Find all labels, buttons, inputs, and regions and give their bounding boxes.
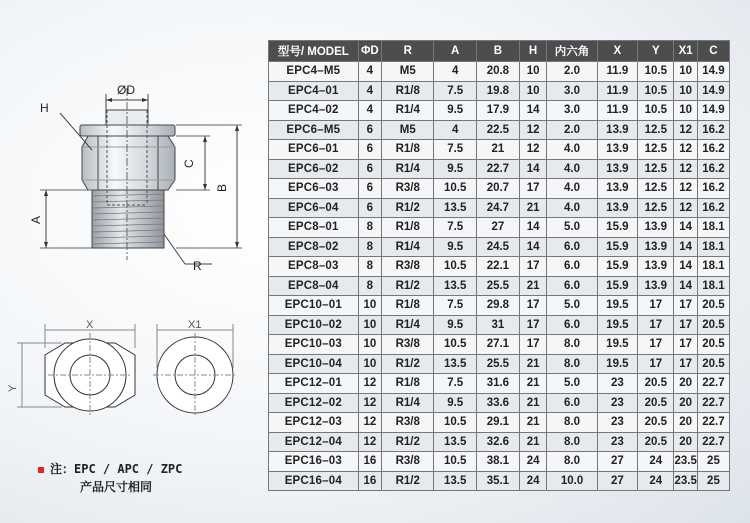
- cell-hex-socket: 8.0: [547, 413, 597, 433]
- cell-model: EPC6–04: [269, 198, 359, 218]
- cell-h: 17: [519, 335, 547, 355]
- cell-a: 10.5: [434, 179, 477, 199]
- cell-r: R1/4: [382, 237, 434, 257]
- cell-r: R1/2: [382, 354, 434, 374]
- cell-model: EPC10–03: [269, 335, 359, 355]
- cell-y: 20.5: [638, 374, 674, 394]
- cell-od: 12: [358, 413, 381, 433]
- cell-c: 16.2: [697, 159, 729, 179]
- cell-y: 17: [638, 354, 674, 374]
- cell-x: 15.9: [597, 276, 638, 296]
- h-label: H: [40, 101, 49, 115]
- cell-x: 15.9: [597, 257, 638, 277]
- cell-b: 24.7: [477, 198, 520, 218]
- cell-x1: 17: [674, 335, 697, 355]
- cell-b: 27.1: [477, 335, 520, 355]
- cell-h: 21: [519, 354, 547, 374]
- cell-model: EPC4–M5: [269, 62, 359, 82]
- cell-model: EPC10–04: [269, 354, 359, 374]
- cell-c: 16.2: [697, 140, 729, 160]
- cell-x: 11.9: [597, 81, 638, 101]
- table-header-row: [269, 41, 730, 62]
- cell-h: 17: [519, 315, 547, 335]
- cell-r: R3/8: [382, 452, 434, 472]
- cell-model: EPC8–03: [269, 257, 359, 277]
- table-row: [269, 62, 730, 82]
- header-a: A: [434, 41, 477, 62]
- cell-y: 10.5: [638, 62, 674, 82]
- cell-a: 7.5: [434, 140, 477, 160]
- cell-c: 20.5: [697, 335, 729, 355]
- header-r: R: [382, 41, 434, 62]
- cell-c: 18.1: [697, 237, 729, 257]
- cell-c: 16.2: [697, 179, 729, 199]
- cell-hex-socket: 4.0: [547, 179, 597, 199]
- cell-b: 20.8: [477, 62, 520, 82]
- cell-x: 23: [597, 432, 638, 452]
- cell-y: 17: [638, 296, 674, 316]
- cell-a: 13.5: [434, 276, 477, 296]
- cell-x1: 20: [674, 432, 697, 452]
- cell-r: R1/8: [382, 218, 434, 238]
- cell-od: 6: [358, 159, 381, 179]
- cell-hex-socket: 3.0: [547, 81, 597, 101]
- cell-r: R1/4: [382, 393, 434, 413]
- cell-r: R3/8: [382, 335, 434, 355]
- cell-model: EPC6–M5: [269, 120, 359, 140]
- cell-hex-socket: 10.0: [547, 471, 597, 491]
- cell-od: 8: [358, 218, 381, 238]
- header-h: H: [519, 41, 547, 62]
- table-row: [269, 432, 730, 452]
- cell-r: R1/2: [382, 471, 434, 491]
- cell-y: 13.9: [638, 276, 674, 296]
- cell-c: 14.9: [697, 62, 729, 82]
- cell-h: 21: [519, 432, 547, 452]
- cell-y: 13.9: [638, 218, 674, 238]
- cell-model: EPC4–01: [269, 81, 359, 101]
- cell-od: 6: [358, 179, 381, 199]
- cell-model: EPC12–01: [269, 374, 359, 394]
- cell-a: 4: [434, 120, 477, 140]
- cell-c: 20.5: [697, 296, 729, 316]
- table-row: [269, 413, 730, 433]
- c-label: C: [182, 159, 196, 168]
- cell-h: 10: [519, 81, 547, 101]
- cell-od: 4: [358, 62, 381, 82]
- cell-r: R3/8: [382, 179, 434, 199]
- cell-b: 24.5: [477, 237, 520, 257]
- cell-od: 16: [358, 471, 381, 491]
- cell-od: 8: [358, 237, 381, 257]
- cell-r: M5: [382, 62, 434, 82]
- cell-hex-socket: 5.0: [547, 218, 597, 238]
- cell-od: 6: [358, 140, 381, 160]
- cell-model: EPC12–04: [269, 432, 359, 452]
- spec-table: [268, 40, 730, 491]
- table-row: [269, 198, 730, 218]
- cell-hex-socket: 8.0: [547, 335, 597, 355]
- cell-r: R1/2: [382, 198, 434, 218]
- cell-b: 33.6: [477, 393, 520, 413]
- cell-c: 22.7: [697, 374, 729, 394]
- cell-h: 10: [519, 62, 547, 82]
- cell-c: 22.7: [697, 432, 729, 452]
- cell-b: 17.9: [477, 101, 520, 121]
- x-label: X: [86, 319, 94, 331]
- cell-x: 19.5: [597, 335, 638, 355]
- cell-h: 17: [519, 179, 547, 199]
- cell-od: 10: [358, 335, 381, 355]
- cell-od: 4: [358, 81, 381, 101]
- cell-x1: 14: [674, 276, 697, 296]
- cell-x: 19.5: [597, 315, 638, 335]
- cell-hex-socket: 8.0: [547, 354, 597, 374]
- cell-od: 16: [358, 452, 381, 472]
- cell-c: 14.9: [697, 101, 729, 121]
- cell-c: 20.5: [697, 354, 729, 374]
- od-label: ØD: [117, 83, 135, 97]
- cell-h: 17: [519, 296, 547, 316]
- fitting-dimension-drawing: [0, 0, 265, 523]
- cell-r: R3/8: [382, 413, 434, 433]
- cell-y: 24: [638, 452, 674, 472]
- cell-h: 24: [519, 452, 547, 472]
- cell-b: 35.1: [477, 471, 520, 491]
- cell-hex-socket: 8.0: [547, 452, 597, 472]
- table-row: [269, 237, 730, 257]
- cell-x: 27: [597, 471, 638, 491]
- table-row: [269, 335, 730, 355]
- cell-b: 31: [477, 315, 520, 335]
- cell-hex-socket: 6.0: [547, 276, 597, 296]
- compatibility-note: [38, 460, 182, 496]
- cell-x: 13.9: [597, 179, 638, 199]
- cell-x1: 14: [674, 257, 697, 277]
- cell-c: 25: [697, 471, 729, 491]
- cell-r: R1/8: [382, 140, 434, 160]
- note-line-1: 注：EPC / APC / ZPC: [50, 462, 183, 476]
- cell-x: 23: [597, 393, 638, 413]
- cell-y: 20.5: [638, 393, 674, 413]
- cell-hex-socket: 6.0: [547, 315, 597, 335]
- cell-a: 9.5: [434, 159, 477, 179]
- cell-b: 29.1: [477, 413, 520, 433]
- cell-model: EPC6–03: [269, 179, 359, 199]
- cell-x: 27: [597, 452, 638, 472]
- cell-h: 14: [519, 159, 547, 179]
- cell-x1: 12: [674, 159, 697, 179]
- cell-y: 10.5: [638, 81, 674, 101]
- header-x1: X1: [674, 41, 697, 62]
- cell-x: 15.9: [597, 218, 638, 238]
- cell-x: 23: [597, 374, 638, 394]
- cell-model: EPC10–02: [269, 315, 359, 335]
- cell-h: 14: [519, 237, 547, 257]
- cell-h: 21: [519, 374, 547, 394]
- cell-r: R1/2: [382, 432, 434, 452]
- cell-x1: 17: [674, 315, 697, 335]
- table-row: [269, 471, 730, 491]
- cell-a: 7.5: [434, 296, 477, 316]
- cell-x1: 12: [674, 198, 697, 218]
- table-row: [269, 374, 730, 394]
- cell-c: 18.1: [697, 276, 729, 296]
- cell-x1: 10: [674, 62, 697, 82]
- cell-model: EPC10–01: [269, 296, 359, 316]
- table-row: [269, 452, 730, 472]
- cell-c: 18.1: [697, 218, 729, 238]
- cell-y: 10.5: [638, 101, 674, 121]
- header-b: B: [477, 41, 520, 62]
- cell-b: 29.8: [477, 296, 520, 316]
- cell-model: EPC8–04: [269, 276, 359, 296]
- cell-x: 13.9: [597, 140, 638, 160]
- cell-x1: 20: [674, 413, 697, 433]
- cell-h: 21: [519, 413, 547, 433]
- cell-a: 7.5: [434, 218, 477, 238]
- cell-x: 13.9: [597, 159, 638, 179]
- red-bullet-icon: [38, 467, 44, 473]
- cell-c: 25: [697, 452, 729, 472]
- cell-b: 32.6: [477, 432, 520, 452]
- hex-top-view: [17, 324, 135, 417]
- cell-b: 31.6: [477, 374, 520, 394]
- table-row: [269, 296, 730, 316]
- cell-od: 8: [358, 276, 381, 296]
- cell-h: 14: [519, 218, 547, 238]
- r-label: R: [193, 259, 202, 273]
- header-hex-socket: 内六角: [547, 41, 597, 62]
- cell-a: 7.5: [434, 374, 477, 394]
- b-label: B: [215, 183, 229, 192]
- cell-r: R1/8: [382, 81, 434, 101]
- cell-h: 17: [519, 257, 547, 277]
- cell-x: 23: [597, 413, 638, 433]
- table-row: [269, 120, 730, 140]
- cell-a: 13.5: [434, 471, 477, 491]
- cell-b: 25.5: [477, 276, 520, 296]
- cell-y: 12.5: [638, 179, 674, 199]
- table-row: [269, 179, 730, 199]
- cell-b: 27: [477, 218, 520, 238]
- cell-h: 24: [519, 471, 547, 491]
- cell-od: 12: [358, 374, 381, 394]
- cell-b: 22.1: [477, 257, 520, 277]
- cell-y: 13.9: [638, 257, 674, 277]
- header-c: C: [697, 41, 729, 62]
- cell-h: 14: [519, 101, 547, 121]
- table-row: [269, 393, 730, 413]
- cell-hex-socket: 8.0: [547, 432, 597, 452]
- cell-hex-socket: 6.0: [547, 393, 597, 413]
- cell-x1: 12: [674, 140, 697, 160]
- cell-x1: 17: [674, 296, 697, 316]
- cell-x1: 10: [674, 81, 697, 101]
- cell-r: R1/8: [382, 296, 434, 316]
- cell-a: 9.5: [434, 393, 477, 413]
- cell-hex-socket: 6.0: [547, 237, 597, 257]
- cell-a: 9.5: [434, 315, 477, 335]
- header-model: 型号/ MODEL: [269, 41, 359, 62]
- cell-h: 21: [519, 276, 547, 296]
- table-row: [269, 101, 730, 121]
- table-row: [269, 257, 730, 277]
- cell-od: 12: [358, 432, 381, 452]
- cell-od: 10: [358, 296, 381, 316]
- cell-b: 20.7: [477, 179, 520, 199]
- cell-h: 12: [519, 140, 547, 160]
- cell-a: 9.5: [434, 237, 477, 257]
- cell-x1: 20: [674, 374, 697, 394]
- cell-hex-socket: 2.0: [547, 62, 597, 82]
- table-row: [269, 140, 730, 160]
- cell-r: R1/4: [382, 315, 434, 335]
- cell-a: 10.5: [434, 452, 477, 472]
- cell-x: 13.9: [597, 120, 638, 140]
- cell-b: 25.5: [477, 354, 520, 374]
- cell-y: 17: [638, 315, 674, 335]
- cell-y: 12.5: [638, 140, 674, 160]
- cell-y: 24: [638, 471, 674, 491]
- cell-r: R1/4: [382, 101, 434, 121]
- table-row: [269, 159, 730, 179]
- cell-a: 10.5: [434, 413, 477, 433]
- table-row: [269, 276, 730, 296]
- header-x: X: [597, 41, 638, 62]
- cell-b: 38.1: [477, 452, 520, 472]
- cell-a: 10.5: [434, 335, 477, 355]
- cell-model: EPC6–02: [269, 159, 359, 179]
- cell-r: R1/2: [382, 276, 434, 296]
- cell-model: EPC4–02: [269, 101, 359, 121]
- cell-hex-socket: 3.0: [547, 101, 597, 121]
- cell-model: EPC8–01: [269, 218, 359, 238]
- cell-r: R1/4: [382, 159, 434, 179]
- cell-r: M5: [382, 120, 434, 140]
- cell-c: 14.9: [697, 81, 729, 101]
- cell-a: 9.5: [434, 101, 477, 121]
- cell-hex-socket: 6.0: [547, 257, 597, 277]
- cell-b: 21: [477, 140, 520, 160]
- side-view: [40, 88, 242, 264]
- note-line-2: 产品尺寸相同: [80, 480, 153, 494]
- cell-x: 19.5: [597, 354, 638, 374]
- cell-x: 11.9: [597, 62, 638, 82]
- cell-a: 13.5: [434, 354, 477, 374]
- a-label: A: [29, 215, 43, 224]
- y-label: Y: [7, 384, 19, 392]
- cell-x1: 12: [674, 120, 697, 140]
- cell-x: 19.5: [597, 296, 638, 316]
- cell-x: 13.9: [597, 198, 638, 218]
- cell-x: 11.9: [597, 101, 638, 121]
- cell-x1: 14: [674, 218, 697, 238]
- cell-hex-socket: 4.0: [547, 198, 597, 218]
- cell-y: 12.5: [638, 198, 674, 218]
- cell-od: 10: [358, 354, 381, 374]
- cell-b: 22.5: [477, 120, 520, 140]
- cell-od: 4: [358, 101, 381, 121]
- table-row: [269, 218, 730, 238]
- cell-b: 22.7: [477, 159, 520, 179]
- cell-hex-socket: 5.0: [547, 374, 597, 394]
- cell-x1: 10: [674, 101, 697, 121]
- cell-x1: 23.5: [674, 471, 697, 491]
- cell-c: 22.7: [697, 393, 729, 413]
- cell-y: 20.5: [638, 413, 674, 433]
- cell-r: R3/8: [382, 257, 434, 277]
- cell-y: 12.5: [638, 120, 674, 140]
- cell-a: 4: [434, 62, 477, 82]
- cell-hex-socket: 2.0: [547, 120, 597, 140]
- cell-model: EPC16–03: [269, 452, 359, 472]
- cell-od: 6: [358, 198, 381, 218]
- cell-model: EPC12–02: [269, 393, 359, 413]
- x1-label: X1: [188, 319, 202, 331]
- cell-c: 20.5: [697, 315, 729, 335]
- cell-x1: 12: [674, 179, 697, 199]
- cell-a: 7.5: [434, 81, 477, 101]
- cell-od: 6: [358, 120, 381, 140]
- cell-c: 16.2: [697, 198, 729, 218]
- cell-a: 13.5: [434, 198, 477, 218]
- table-row: [269, 354, 730, 374]
- cell-model: EPC8–02: [269, 237, 359, 257]
- cell-model: EPC12–03: [269, 413, 359, 433]
- cell-hex-socket: 4.0: [547, 159, 597, 179]
- cell-x1: 14: [674, 237, 697, 257]
- cell-y: 12.5: [638, 159, 674, 179]
- cell-od: 12: [358, 393, 381, 413]
- cell-model: EPC16–04: [269, 471, 359, 491]
- cell-c: 18.1: [697, 257, 729, 277]
- cell-y: 17: [638, 335, 674, 355]
- cell-od: 10: [358, 315, 381, 335]
- cell-r: R1/8: [382, 374, 434, 394]
- cell-x1: 23.5: [674, 452, 697, 472]
- round-top-view: [153, 324, 237, 417]
- cell-h: 21: [519, 393, 547, 413]
- header-od: ΦD: [358, 41, 381, 62]
- cell-h: 12: [519, 120, 547, 140]
- cell-a: 13.5: [434, 432, 477, 452]
- table-row: [269, 315, 730, 335]
- cell-c: 16.2: [697, 120, 729, 140]
- cell-y: 13.9: [638, 237, 674, 257]
- cell-c: 22.7: [697, 413, 729, 433]
- cell-x1: 20: [674, 393, 697, 413]
- cell-hex-socket: 4.0: [547, 140, 597, 160]
- cell-od: 8: [358, 257, 381, 277]
- cell-y: 20.5: [638, 432, 674, 452]
- cell-model: EPC6–01: [269, 140, 359, 160]
- cell-hex-socket: 5.0: [547, 296, 597, 316]
- cell-h: 21: [519, 198, 547, 218]
- cell-a: 10.5: [434, 257, 477, 277]
- table-row: [269, 81, 730, 101]
- cell-b: 19.8: [477, 81, 520, 101]
- cell-x: 15.9: [597, 237, 638, 257]
- header-y: Y: [638, 41, 674, 62]
- cell-x1: 17: [674, 354, 697, 374]
